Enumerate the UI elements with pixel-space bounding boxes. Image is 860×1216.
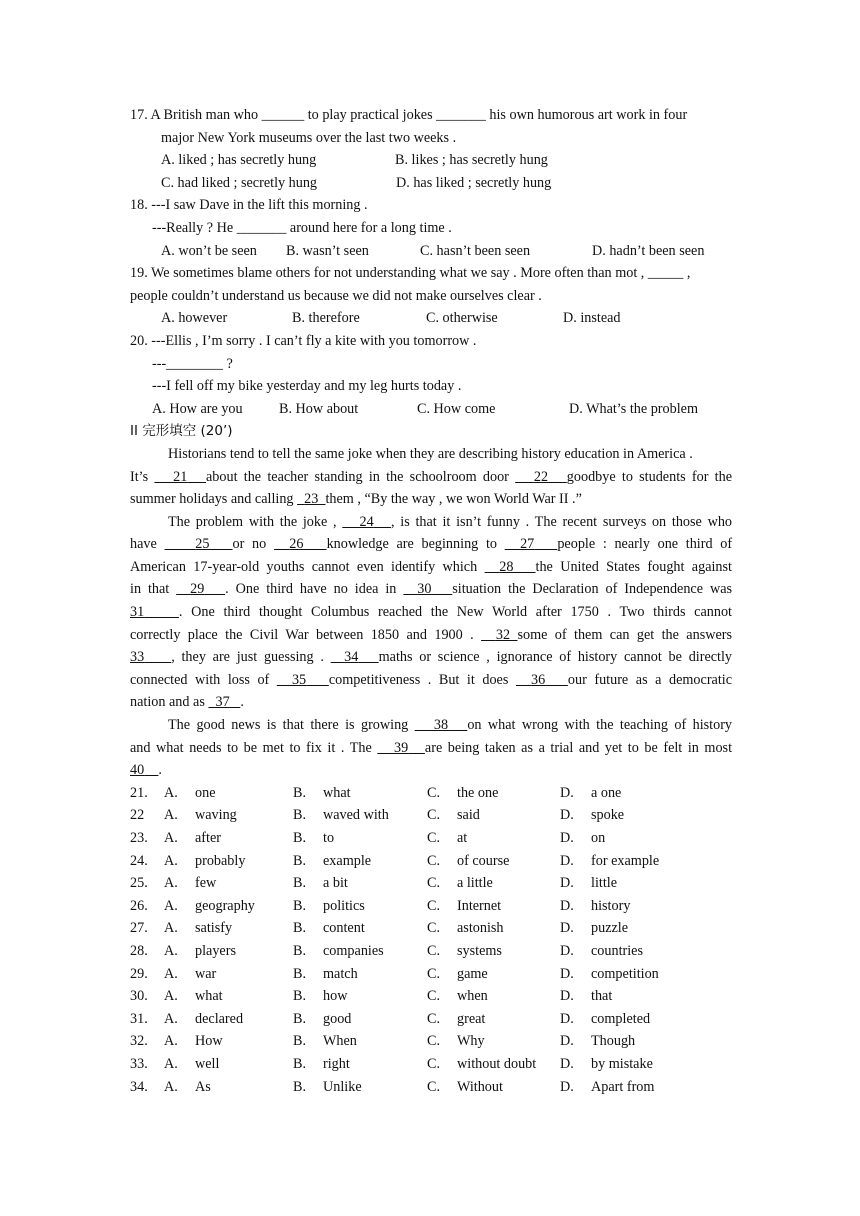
option-text-b[interactable]: waved with xyxy=(323,807,389,824)
option-number: 22 xyxy=(130,807,145,824)
blank-30[interactable]: 30 xyxy=(417,581,432,598)
option-text-c[interactable]: the one xyxy=(457,784,499,801)
option-number: 30. xyxy=(130,988,148,1005)
option-letter-c[interactable]: C. xyxy=(427,784,441,801)
option-letter-a[interactable]: A. xyxy=(164,784,178,801)
option-letter-a[interactable]: A. xyxy=(164,920,178,937)
option-text-d[interactable]: completed xyxy=(591,1010,651,1027)
option-text-a[interactable]: well xyxy=(195,1055,220,1072)
q19-line1: 19. We sometimes blame others for not understanding what we say . More often than mot , _____ , xyxy=(130,265,691,282)
option-text-d[interactable]: countries xyxy=(591,942,644,959)
option-letter-a[interactable]: A. xyxy=(164,807,178,824)
option-row xyxy=(130,1053,732,1076)
option-letter-d[interactable]: D. xyxy=(560,875,574,892)
option-text-c[interactable]: Without xyxy=(457,1078,503,1095)
option-text-a[interactable]: after xyxy=(195,830,221,846)
option-text-c[interactable]: when xyxy=(457,988,488,1005)
option-letter-b[interactable]: B. xyxy=(293,897,307,914)
option-letter-d[interactable]: D. xyxy=(560,1010,574,1027)
option-letter-d[interactable]: D. xyxy=(560,988,574,1005)
option-letter-b[interactable]: B. xyxy=(293,1033,307,1050)
passage-line: Historians tend to tell the same joke when they are describing history education in America . xyxy=(168,445,693,462)
option-text-d[interactable]: that xyxy=(591,988,613,1005)
option-letter-c[interactable]: C. xyxy=(427,1010,441,1027)
passage-line: 33 , they are just guessing . 34 maths or science , ignorance of history cannot be directly xyxy=(130,649,733,666)
option-text-a[interactable]: geography xyxy=(195,897,255,914)
blank-32[interactable]: 32 xyxy=(495,626,511,643)
option-row xyxy=(130,1008,732,1031)
option-letter-d[interactable]: D. xyxy=(560,965,574,982)
option-letter-b[interactable]: B. xyxy=(293,784,307,801)
q20-line2: ---________ ? xyxy=(152,355,233,372)
q17-option-c: C. had liked ; secretly hung xyxy=(161,174,318,191)
option-letter-c[interactable]: C. xyxy=(427,807,441,824)
exam-page xyxy=(130,104,732,1098)
option-text-d[interactable]: by mistake xyxy=(591,1055,653,1072)
blank-26[interactable]: 26 xyxy=(289,536,304,553)
option-text-b[interactable]: politics xyxy=(323,897,365,914)
option-text-b[interactable]: how xyxy=(323,988,348,1005)
option-text-c[interactable]: great xyxy=(457,1010,486,1027)
q18-line1: 18. ---I saw Dave in the lift this morning . xyxy=(130,197,368,214)
option-letter-a[interactable]: A. xyxy=(164,965,178,982)
option-number: 25. xyxy=(130,875,148,892)
option-letter-d[interactable]: D. xyxy=(560,897,574,914)
q20-option-d: D. What’s the problem xyxy=(569,400,698,417)
q20-option-c: C. How come xyxy=(417,400,496,417)
option-text-a[interactable]: declared xyxy=(195,1010,244,1027)
option-text-a[interactable]: what xyxy=(195,988,223,1005)
option-text-a[interactable]: satisfy xyxy=(195,920,233,937)
option-letter-a[interactable]: A. xyxy=(164,852,178,869)
passage-line: summer holidays and calling 23 them , “By the way , we won World War II .” xyxy=(130,491,582,508)
q20-options xyxy=(130,398,732,421)
option-number: 28. xyxy=(130,942,148,959)
option-letter-c[interactable]: C. xyxy=(427,965,441,982)
option-row xyxy=(130,1030,732,1053)
option-letter-b[interactable]: B. xyxy=(293,830,307,846)
option-text-c[interactable]: of course xyxy=(457,852,510,869)
blank-40[interactable]: 40 xyxy=(130,762,145,779)
q18-options xyxy=(130,240,732,263)
option-number: 34. xyxy=(130,1078,148,1095)
option-letter-c[interactable]: C. xyxy=(427,1078,441,1095)
option-letter-c[interactable]: C. xyxy=(427,897,441,914)
option-row xyxy=(130,985,732,1008)
option-text-c[interactable]: Internet xyxy=(457,897,502,914)
blank-27[interactable]: 27 xyxy=(520,536,535,553)
option-number: 32. xyxy=(130,1033,148,1050)
option-text-c[interactable]: systems xyxy=(457,942,502,959)
q18-option-a: A. won’t be seen xyxy=(161,242,257,259)
option-letter-c[interactable]: C. xyxy=(427,830,441,846)
option-row xyxy=(130,963,732,986)
blank-22[interactable]: 22 xyxy=(533,468,549,485)
q19-options xyxy=(130,307,732,330)
option-number: 26. xyxy=(130,897,148,914)
q18-option-c: C. hasn’t been seen xyxy=(420,242,531,259)
passage-line: connected with loss of 35 competitiveness . But it does 36 our future as a democratic xyxy=(130,671,733,688)
option-letter-c[interactable]: C. xyxy=(427,875,441,892)
option-letter-b[interactable]: B. xyxy=(293,807,307,824)
option-text-c[interactable]: said xyxy=(457,807,480,824)
option-letter-a[interactable]: A. xyxy=(164,1055,178,1072)
passage-line: nation and as 37 . xyxy=(130,694,244,711)
q19-option-b: B. therefore xyxy=(292,310,360,327)
option-text-d[interactable]: little xyxy=(591,875,618,892)
option-letter-d[interactable]: D. xyxy=(560,942,574,959)
option-letter-b[interactable]: B. xyxy=(293,942,307,959)
blank-36[interactable]: 36 xyxy=(531,671,546,688)
option-letter-a[interactable]: A. xyxy=(164,875,178,892)
option-letter-d[interactable]: D. xyxy=(560,920,574,937)
option-letter-b[interactable]: B. xyxy=(293,1010,307,1027)
option-letter-b[interactable]: B. xyxy=(293,988,307,1005)
q18-option-b: B. wasn’t seen xyxy=(286,242,369,259)
option-text-d[interactable]: on xyxy=(591,830,606,846)
option-number: 33. xyxy=(130,1055,148,1072)
q20-line3: ---I fell off my bike yesterday and my leg hurts today . xyxy=(152,378,462,395)
cloze-options xyxy=(130,782,732,1098)
q19-option-c: C. otherwise xyxy=(426,310,498,327)
passage-line: and what needs to be met to fix it . The 39 are being taken as a trial and yet to be felt in most xyxy=(130,739,733,756)
option-letter-d[interactable]: D. xyxy=(560,1033,574,1050)
option-row xyxy=(130,940,732,963)
option-row xyxy=(130,895,732,918)
option-text-c[interactable]: game xyxy=(457,965,488,982)
option-letter-d[interactable]: D. xyxy=(560,1055,574,1072)
blank-28[interactable]: 28 xyxy=(499,558,514,575)
q17-option-b: B. likes ; has secretly hung xyxy=(395,152,548,169)
blank-34[interactable]: 34 xyxy=(344,649,359,666)
option-letter-b[interactable]: B. xyxy=(293,1055,307,1072)
passage-line: American 17-year-old youths cannot even identify which 28 the United States fought against xyxy=(130,558,732,575)
section-heading: II 完形填空 (20’) xyxy=(130,423,233,440)
option-text-c[interactable]: a little xyxy=(457,875,493,892)
option-letter-a[interactable]: A. xyxy=(164,942,178,959)
option-text-b[interactable]: Unlike xyxy=(323,1078,362,1095)
q20-option-a: A. How are you xyxy=(152,400,243,417)
blank-21[interactable]: 21 xyxy=(173,468,188,485)
option-letter-c[interactable]: C. xyxy=(427,920,441,937)
blank-29[interactable]: 29 xyxy=(190,581,205,598)
option-letter-b[interactable]: B. xyxy=(293,920,307,937)
option-text-d[interactable]: for example xyxy=(591,852,660,869)
option-text-b[interactable]: right xyxy=(323,1055,350,1072)
option-text-d[interactable]: puzzle xyxy=(591,920,629,937)
option-number: 23. xyxy=(130,830,148,846)
blank-31[interactable]: 31 xyxy=(130,604,145,621)
option-text-a[interactable]: war xyxy=(195,965,217,982)
option-letter-c[interactable]: C. xyxy=(427,942,441,959)
option-text-c[interactable]: without doubt xyxy=(457,1055,537,1072)
option-row xyxy=(130,872,732,895)
q19-option-a: A. however xyxy=(161,310,228,327)
passage-line: It’s 21 about the teacher standing in the schoolroom door 22 goodbye to students for the xyxy=(130,468,733,485)
option-text-a[interactable]: How xyxy=(195,1033,223,1050)
q17-options-2 xyxy=(130,172,732,195)
option-text-c[interactable]: astonish xyxy=(457,920,504,937)
option-letter-a[interactable]: A. xyxy=(164,988,178,1005)
q17-options xyxy=(130,149,732,172)
option-letter-c[interactable]: C. xyxy=(427,988,441,1005)
option-row xyxy=(130,850,732,873)
option-text-b[interactable]: companies xyxy=(323,942,384,959)
option-letter-c[interactable]: C. xyxy=(427,852,441,869)
option-letter-d[interactable]: D. xyxy=(560,852,574,869)
option-text-a[interactable]: As xyxy=(195,1078,211,1095)
option-text-d[interactable]: Apart from xyxy=(591,1078,655,1095)
option-text-b[interactable]: what xyxy=(323,784,351,801)
option-letter-d[interactable]: D. xyxy=(560,807,574,824)
option-letter-a[interactable]: A. xyxy=(164,1078,178,1095)
q17-line1: 17. A British man who ______ to play practical jokes _______ his own humorous art work in four xyxy=(130,107,688,123)
option-number: 21. xyxy=(130,784,148,801)
option-row xyxy=(130,782,732,805)
option-letter-d[interactable]: D. xyxy=(560,784,574,801)
blank-35[interactable]: 35 xyxy=(291,671,307,688)
option-text-b[interactable]: example xyxy=(323,852,372,869)
option-text-b[interactable]: match xyxy=(323,965,358,982)
option-letter-c[interactable]: C. xyxy=(427,1055,441,1072)
option-text-b[interactable]: content xyxy=(323,920,365,937)
option-text-b[interactable]: good xyxy=(323,1010,352,1027)
q18-option-d: D. hadn’t been seen xyxy=(592,242,705,259)
blank-25[interactable]: 25 xyxy=(195,536,210,553)
option-text-d[interactable]: history xyxy=(591,897,631,914)
option-row xyxy=(130,917,732,940)
option-text-c[interactable]: Why xyxy=(457,1033,485,1050)
q19-option-d: D. instead xyxy=(563,310,621,327)
option-text-d[interactable]: Though xyxy=(591,1033,636,1050)
passage-line: The problem with the joke , 24 , is that it isn’t funny . The recent surveys on those who xyxy=(168,513,733,530)
blank-23[interactable]: 23 xyxy=(304,491,319,508)
option-text-a[interactable]: probably xyxy=(195,852,246,869)
option-text-a[interactable]: few xyxy=(195,875,217,892)
q20-option-b: B. How about xyxy=(279,400,359,417)
option-number: 27. xyxy=(130,920,148,937)
option-text-b[interactable]: When xyxy=(323,1033,357,1050)
q18-line2: ---Really ? He _______ around here for a long time . xyxy=(152,219,452,236)
option-number: 24. xyxy=(130,852,148,869)
passage-line: in that 29 . One third have no idea in 30 situation the Declaration of Independence was xyxy=(130,581,733,598)
option-text-c[interactable]: at xyxy=(457,830,468,846)
option-text-a[interactable]: waving xyxy=(195,807,237,824)
option-letter-d[interactable]: D. xyxy=(560,830,574,846)
option-text-b[interactable]: a bit xyxy=(323,875,348,892)
blank-33[interactable]: 33 xyxy=(130,649,145,666)
blank-24[interactable]: 24 xyxy=(359,513,374,530)
passage-line: have 25 or no 26 knowledge are beginning to 27 people : nearly one third of xyxy=(130,536,733,553)
blank-37[interactable]: 37 xyxy=(215,694,230,711)
q19-line2: people couldn’t understand us because we did not make ourselves clear . xyxy=(130,287,542,304)
option-text-d[interactable]: spoke xyxy=(591,807,625,824)
option-row xyxy=(130,804,732,827)
q17-line2: major New York museums over the last two weeks . xyxy=(161,129,457,146)
passage-line: The good news is that there is growing 38 on what wrong with the teaching of history xyxy=(168,717,733,734)
passage-line: 40 . xyxy=(130,762,162,779)
option-letter-b[interactable]: B. xyxy=(293,965,307,982)
option-letter-a[interactable]: A. xyxy=(164,830,178,846)
option-letter-c[interactable]: C. xyxy=(427,1033,441,1050)
option-text-d[interactable]: a one xyxy=(591,784,622,801)
q17-option-d: D. has liked ; secretly hung xyxy=(396,174,552,191)
option-letter-b[interactable]: B. xyxy=(293,875,307,892)
option-letter-a[interactable]: A. xyxy=(164,1010,178,1027)
option-text-a[interactable]: players xyxy=(195,942,236,959)
option-number: 29. xyxy=(130,965,148,982)
option-row xyxy=(130,827,732,850)
passage-line: 31 . One third thought Columbus reached the New World after 1750 . Two thirds cannot xyxy=(130,604,733,621)
option-letter-a[interactable]: A. xyxy=(164,1033,178,1050)
option-letter-a[interactable]: A. xyxy=(164,897,178,914)
option-text-b[interactable]: to xyxy=(323,830,335,846)
q17-option-a: A. liked ; has secretly hung xyxy=(161,152,317,169)
option-letter-b[interactable]: B. xyxy=(293,852,307,869)
option-letter-b[interactable]: B. xyxy=(293,1078,307,1095)
passage-line: correctly place the Civil War between 1850 and 1900 . 32 some of them can get the answers xyxy=(130,626,733,643)
blank-38[interactable]: 38 xyxy=(433,717,449,734)
q20-line1: 20. ---Ellis , I’m sorry . I can’t fly a kite with you tomorrow . xyxy=(130,332,477,349)
option-row xyxy=(130,1076,732,1099)
option-number: 31. xyxy=(130,1010,148,1027)
option-text-d[interactable]: competition xyxy=(591,965,659,982)
option-text-a[interactable]: one xyxy=(195,784,216,801)
blank-39[interactable]: 39 xyxy=(394,739,409,756)
option-letter-d[interactable]: D. xyxy=(560,1078,574,1095)
